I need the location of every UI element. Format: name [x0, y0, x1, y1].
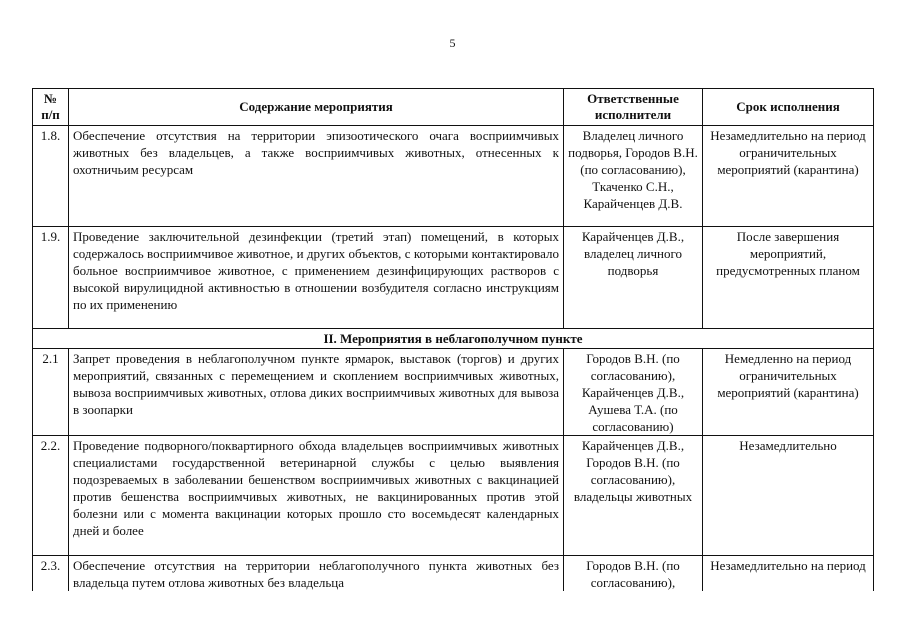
row-content: Обеспечение отсутствия на территории неблагополучного пункта животных без владельца путем отлова животных без владельца — [69, 556, 564, 592]
row-responsible: Карайченцев Д.В., владелец личного подворья — [564, 227, 703, 329]
row-num: 1.8. — [33, 126, 69, 227]
row-deadline: После завершения мероприятий, предусмотренных планом — [703, 227, 874, 329]
row-responsible: Городов В.Н. (по согласованию), Карайченцев Д.В., Аушева Т.А. (по согласованию) — [564, 349, 703, 436]
row-content: Проведение подворного/поквартирного обхода владельцев восприимчивых животных специалистами государственной ветеринарной службы с целью выявления подозреваемых в заболевании бешенством восприимчивых животных с вакцинацией против бешенства восприимчивых животных, не вакцинированных против этой болезни или с момента вакцинации которых прошло сто восемьдесят календарных дней и более — [69, 436, 564, 556]
row-responsible: Карайченцев Д.В., Городов В.Н. (по согласованию), владельцы животных — [564, 436, 703, 556]
header-responsible: Ответственные исполнители — [564, 89, 703, 126]
header-content: Содержание мероприятия — [69, 89, 564, 126]
row-num: 2.3. — [33, 556, 69, 592]
row-deadline: Немедленно на период ограничительных мероприятий (карантина) — [703, 349, 874, 436]
row-deadline: Незамедлительно — [703, 436, 874, 556]
row-num: 2.2. — [33, 436, 69, 556]
row-deadline: Незамедлительно на период — [703, 556, 874, 592]
row-num: 2.1 — [33, 349, 69, 436]
row-content: Запрет проведения в неблагополучном пункте ярмарок, выставок (торгов) и других мероприятий, связанных с перемещением и скоплением восприимчивых животных, вывоза восприимчивых животных, отлова диких восприимчивых животных для вывоза в зоопарки — [69, 349, 564, 436]
table-row — [33, 436, 874, 556]
measures-table — [32, 88, 874, 591]
row-num: 1.9. — [33, 227, 69, 329]
header-deadline: Срок исполнения — [703, 89, 874, 126]
table-row — [33, 126, 874, 227]
section-title: II. Мероприятия в неблагополучном пункте — [33, 329, 874, 349]
header-num: № п/п — [33, 89, 69, 126]
row-responsible: Владелец личного подворья, Городов В.Н. (по согласованию), Ткаченко С.Н., Карайченцев Д.В. — [564, 126, 703, 227]
table-row — [33, 556, 874, 592]
table-row — [33, 227, 874, 329]
row-responsible: Городов В.Н. (по согласованию), — [564, 556, 703, 592]
row-content: Проведение заключительной дезинфекции (третий этап) помещений, в которых содержалось восприимчивое животное, и других объектов, с которыми контактировало больное восприимчивое животное, с применением дезинфицирующих растворов с высокой вирулицидной активностью в отношении возбудителя согласно инструкциям по их применению — [69, 227, 564, 329]
row-deadline: Незамедлительно на период ограничительных мероприятий (карантина) — [703, 126, 874, 227]
table-row — [33, 349, 874, 436]
page-number: 5 — [449, 36, 456, 50]
section-row — [33, 329, 874, 349]
table-header-row — [33, 89, 874, 126]
row-content: Обеспечение отсутствия на территории эпизоотического очага восприимчивых животных без владельцев, а также восприимчивых животных, отнесенных к охотничьим ресурсам — [69, 126, 564, 227]
